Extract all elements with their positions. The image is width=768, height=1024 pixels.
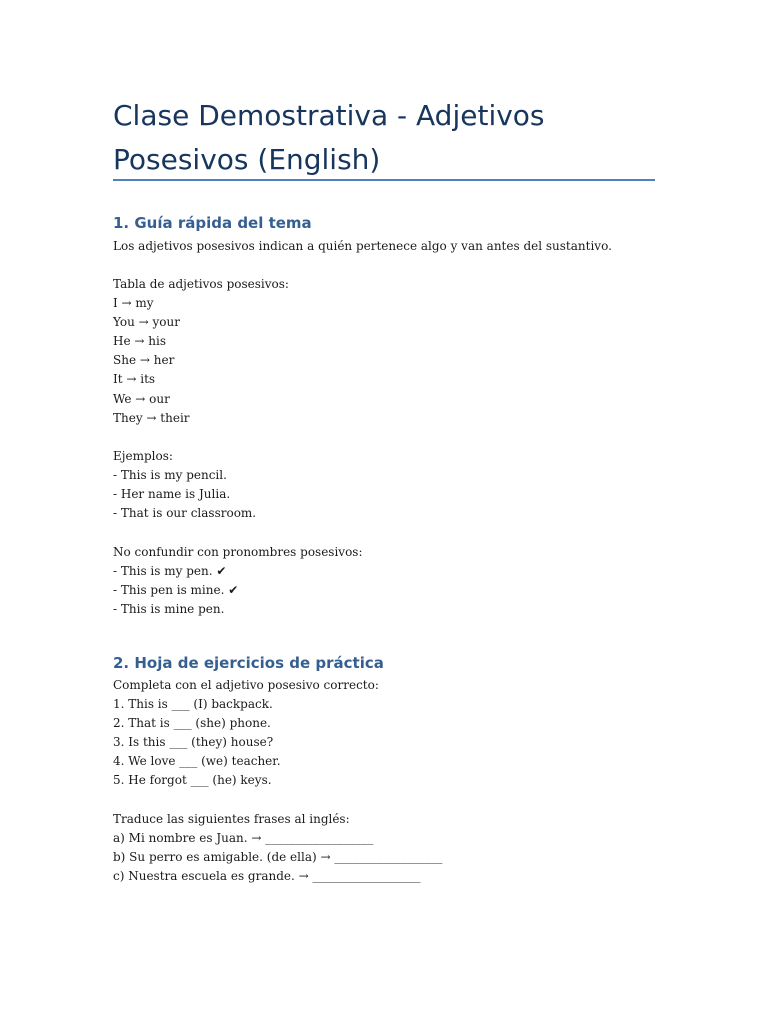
section-2-heading: 2. Hoja de ejercicios de práctica xyxy=(113,654,384,672)
translate-label: Traduce las siguientes frases al inglés: xyxy=(113,812,350,826)
document-title xyxy=(113,94,673,182)
section-1-heading: 1. Guía rápida del tema xyxy=(113,214,312,232)
example-item-2: - Her name is Julia. xyxy=(113,487,231,502)
table-row-she: She → her xyxy=(113,353,175,368)
translation-list xyxy=(113,810,673,886)
table-label: Tabla de adjetivos posesivos: xyxy=(113,277,289,291)
table-row-you: You → your xyxy=(113,315,180,330)
confusion-item-1: - This is my pen. ✔ xyxy=(113,564,227,579)
document-title-line-1: Clase Demostrativa - Adjetivos xyxy=(113,99,545,132)
table-row-he: He → his xyxy=(113,334,166,349)
confusion-label: No confundir con pronombres posesivos: xyxy=(113,545,363,559)
exercise-label: Completa con el adjetivo posesivo correcto: xyxy=(113,678,379,692)
example-item-3: - That is our classroom. xyxy=(113,506,257,521)
translation-item-b: b) Su perro es amigable. (de ella) → __________________ xyxy=(113,850,443,865)
confusion-item-2: - This pen is mine. ✔ xyxy=(113,583,239,598)
section-1-intro xyxy=(113,237,673,256)
translation-item-c: c) Nuestra escuela es grande. → __________________ xyxy=(113,869,421,884)
table-row-we: We → our xyxy=(113,391,170,406)
table-row-they: They → their xyxy=(113,410,190,425)
exercise-list xyxy=(113,676,673,791)
exercise-item-3: 3. Is this ___ (they) house? xyxy=(113,735,274,750)
table-row-i: I → my xyxy=(113,296,154,311)
exercise-item-4: 4. We love ___ (we) teacher. xyxy=(113,754,281,769)
examples-label: Ejemplos: xyxy=(113,449,173,463)
exercise-item-5: 5. He forgot ___ (he) keys. xyxy=(113,773,272,788)
confusion-list xyxy=(113,543,673,619)
possessive-table xyxy=(113,275,673,428)
exercise-item-2: 2. That is ___ (she) phone. xyxy=(113,716,271,731)
examples-list xyxy=(113,447,673,523)
document-title-line-2: Posesivos (English) xyxy=(113,143,381,176)
intro-paragraph: Los adjetivos posesivos indican a quién pertenece algo y van antes del sustantivo. xyxy=(113,239,612,253)
translation-item-a: a) Mi nombre es Juan. → __________________ xyxy=(113,831,374,846)
title-underline-rule xyxy=(113,179,655,181)
confusion-item-3: - This is mine pen. xyxy=(113,602,225,617)
table-row-it: It → its xyxy=(113,372,156,387)
exercise-item-1: 1. This is ___ (I) backpack. xyxy=(113,697,273,712)
example-item-1: - This is my pencil. xyxy=(113,468,227,483)
